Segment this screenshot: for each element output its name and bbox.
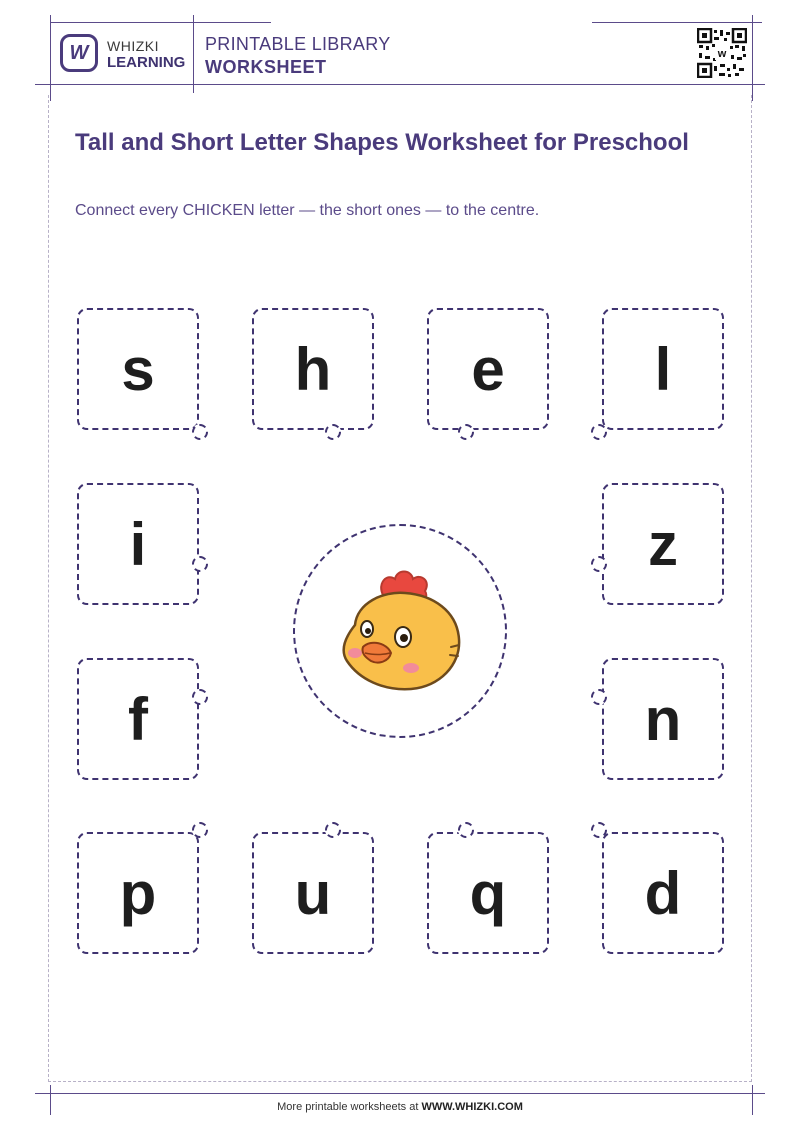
letter-box-l[interactable]: l — [602, 308, 724, 430]
connector-dot-n[interactable] — [591, 689, 607, 705]
letter-box-d[interactable]: d — [602, 832, 724, 954]
footer-note — [0, 1101, 800, 1113]
header-line-left — [50, 15, 51, 101]
letter-box-f[interactable]: f — [77, 658, 199, 780]
qr-code-icon — [697, 28, 747, 78]
letter-box-n[interactable]: n — [602, 658, 724, 780]
connector-dot-q[interactable] — [458, 822, 474, 838]
connector-dot-l[interactable] — [591, 424, 607, 440]
connector-dot-d[interactable] — [591, 822, 607, 838]
connector-dot-u[interactable] — [325, 822, 341, 838]
footer-prefix: More printable worksheets at — [277, 1101, 422, 1113]
brand-name-top: WHIZKI — [107, 38, 159, 54]
library-label: PRINTABLE LIBRARY — [205, 34, 391, 54]
letter-box-p[interactable]: p — [77, 832, 199, 954]
worksheet-label: WORKSHEET — [205, 57, 327, 77]
header-line-right — [752, 15, 753, 101]
footer-line — [35, 1093, 765, 1094]
letter-box-u[interactable]: u — [252, 832, 374, 954]
header-line-top-left — [50, 22, 271, 23]
brand-name-bottom: LEARNING — [107, 54, 186, 71]
letter-box-e[interactable]: e — [427, 308, 549, 430]
footer-url-link[interactable]: WWW.WHIZKI.COM — [421, 1101, 523, 1113]
chicken-icon — [333, 565, 468, 695]
connector-dot-p[interactable] — [192, 822, 208, 838]
connector-dot-h[interactable] — [325, 424, 341, 440]
connector-dot-s[interactable] — [192, 424, 208, 440]
connector-dot-i[interactable] — [192, 556, 208, 572]
letter-box-i[interactable]: i — [77, 483, 199, 605]
whizki-logo-icon: W — [60, 34, 98, 72]
letter-box-q[interactable]: q — [427, 832, 549, 954]
connector-dot-f[interactable] — [192, 689, 208, 705]
worksheet-title: Tall and Short Letter Shapes Worksheet for Preschool — [75, 129, 689, 156]
svg-text:w: w — [717, 48, 727, 60]
letter-box-z[interactable]: z — [602, 483, 724, 605]
header-line-divider — [193, 15, 194, 93]
header-line-top-right — [592, 22, 762, 23]
connector-dot-e[interactable] — [458, 424, 474, 440]
header-line-bottom — [35, 84, 765, 85]
worksheet-instruction: Connect every CHICKEN letter — the short ones — to the centre. — [75, 202, 540, 219]
letter-box-s[interactable]: s — [77, 308, 199, 430]
connector-dot-z[interactable] — [591, 556, 607, 572]
letter-box-h[interactable]: h — [252, 308, 374, 430]
